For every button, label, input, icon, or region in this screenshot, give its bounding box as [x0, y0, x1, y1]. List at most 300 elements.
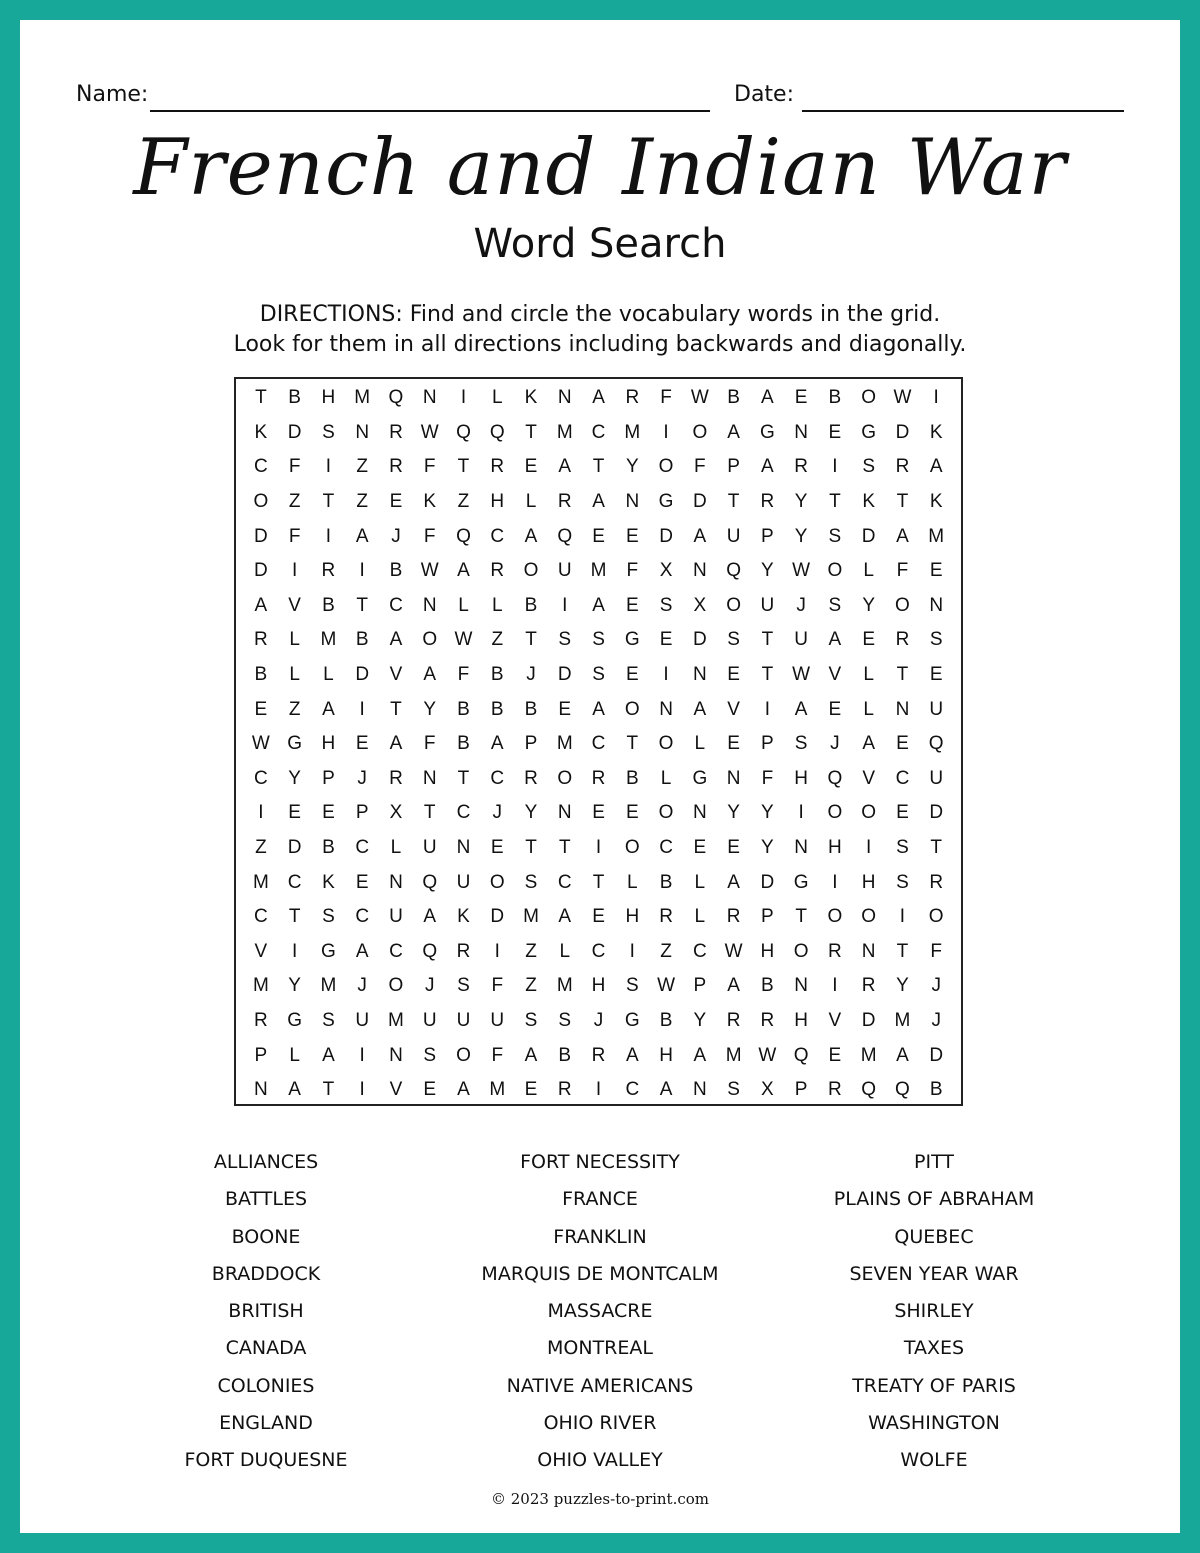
grid-cell[interactable]: Z — [660, 940, 672, 962]
grid-cell[interactable]: S — [592, 629, 605, 651]
grid-cell[interactable]: I — [325, 525, 332, 547]
grid-cell[interactable]: A — [896, 525, 909, 547]
grid-cell[interactable]: I — [359, 1044, 365, 1066]
grid-cell[interactable]: A — [389, 629, 403, 651]
grid-cell[interactable]: O — [827, 560, 843, 582]
grid-cell[interactable]: K — [929, 491, 943, 513]
grid-cell[interactable]: C — [389, 940, 403, 962]
grid-cell[interactable]: O — [793, 940, 809, 962]
grid-cell[interactable]: U — [929, 767, 944, 789]
grid-cell[interactable]: A — [862, 733, 875, 755]
grid-cell[interactable]: E — [862, 629, 875, 651]
grid-cell[interactable]: D — [254, 560, 268, 582]
grid-cell[interactable]: L — [694, 871, 706, 893]
grid-cell[interactable]: A — [457, 1079, 470, 1101]
grid-cell[interactable]: E — [254, 698, 268, 720]
grid-cell[interactable]: S — [625, 975, 639, 997]
grid-cell[interactable]: Q — [793, 1044, 809, 1066]
grid-cell[interactable]: E — [828, 698, 842, 720]
grid-cell[interactable]: B — [828, 387, 842, 409]
grid-cell[interactable]: I — [663, 664, 669, 686]
grid-cell[interactable]: A — [423, 664, 437, 686]
grid-cell[interactable]: D — [557, 664, 572, 686]
grid-cell[interactable]: S — [828, 594, 842, 616]
grid-cell[interactable]: S — [322, 1009, 335, 1031]
grid-cell[interactable]: V — [727, 698, 740, 720]
grid-cell[interactable]: C — [591, 733, 606, 755]
grid-cell[interactable]: Q — [489, 421, 505, 443]
grid-cell[interactable]: B — [322, 594, 335, 616]
grid-cell[interactable]: W — [454, 629, 473, 651]
grid-cell[interactable]: A — [355, 940, 369, 962]
grid-cell[interactable]: C — [254, 456, 268, 478]
grid-cell[interactable]: L — [289, 629, 300, 651]
grid-cell[interactable]: P — [322, 767, 335, 789]
grid-cell[interactable]: N — [422, 387, 437, 409]
grid-cell[interactable]: B — [761, 975, 774, 997]
grid-cell[interactable]: R — [591, 767, 606, 789]
grid-cell[interactable]: M — [388, 1009, 404, 1031]
grid-cell[interactable]: D — [287, 421, 302, 443]
grid-cell[interactable]: U — [456, 1009, 471, 1031]
grid-cell[interactable]: S — [558, 629, 572, 651]
grid-cell[interactable]: M — [354, 387, 371, 409]
grid-cell[interactable]: E — [490, 837, 504, 859]
grid-cell[interactable]: I — [292, 940, 298, 962]
grid-cell[interactable]: D — [692, 491, 707, 513]
grid-cell[interactable]: S — [524, 871, 538, 893]
grid-cell[interactable]: K — [322, 871, 335, 893]
grid-cell[interactable]: U — [726, 525, 741, 547]
grid-cell[interactable]: Y — [288, 767, 301, 789]
grid-cell[interactable]: C — [355, 837, 370, 859]
grid-cell[interactable]: N — [794, 421, 808, 443]
grid-cell[interactable]: X — [659, 560, 673, 582]
grid-cell[interactable]: D — [355, 664, 370, 686]
grid-cell[interactable]: F — [423, 525, 436, 547]
grid-cell[interactable]: I — [866, 837, 872, 859]
grid-cell[interactable]: V — [828, 664, 842, 686]
grid-cell[interactable]: A — [896, 1044, 909, 1066]
grid-cell[interactable]: E — [355, 871, 369, 893]
grid-cell[interactable]: E — [592, 802, 605, 824]
grid-cell[interactable]: H — [828, 837, 842, 859]
grid-cell[interactable]: E — [625, 802, 639, 824]
grid-cell[interactable]: A — [592, 387, 605, 409]
grid-cell[interactable]: C — [692, 940, 707, 962]
grid-cell[interactable]: T — [457, 456, 470, 478]
grid-cell[interactable]: I — [494, 940, 500, 962]
grid-cell[interactable]: Z — [525, 975, 537, 997]
grid-cell[interactable]: Y — [423, 698, 437, 720]
grid-cell[interactable]: R — [726, 906, 741, 928]
grid-cell[interactable]: G — [287, 733, 303, 755]
grid-cell[interactable]: P — [524, 733, 538, 755]
grid-cell[interactable]: P — [355, 802, 369, 824]
grid-cell[interactable]: A — [524, 1044, 538, 1066]
grid-cell[interactable]: N — [422, 767, 437, 789]
grid-cell[interactable]: B — [457, 698, 470, 720]
grid-cell[interactable]: S — [659, 594, 673, 616]
grid-cell[interactable]: L — [863, 698, 874, 720]
grid-cell[interactable]: F — [694, 456, 706, 478]
grid-cell[interactable]: I — [832, 871, 838, 893]
grid-cell[interactable]: J — [931, 975, 941, 997]
grid-cell[interactable]: H — [321, 733, 336, 755]
grid-cell[interactable]: R — [861, 975, 876, 997]
grid-cell[interactable]: U — [760, 594, 775, 616]
grid-cell[interactable]: R — [490, 456, 505, 478]
grid-cell[interactable]: J — [796, 594, 806, 616]
grid-cell[interactable]: H — [760, 940, 775, 962]
grid-cell[interactable]: A — [659, 1079, 673, 1101]
grid-cell[interactable]: T — [592, 456, 605, 478]
grid-cell[interactable]: L — [863, 664, 874, 686]
grid-cell[interactable]: V — [389, 664, 403, 686]
grid-cell[interactable]: C — [389, 594, 403, 616]
grid-cell[interactable]: A — [693, 525, 707, 547]
grid-cell[interactable]: O — [726, 594, 741, 616]
grid-cell[interactable]: E — [896, 733, 909, 755]
grid-cell[interactable]: Z — [288, 491, 301, 513]
grid-cell[interactable]: O — [928, 906, 944, 928]
grid-cell[interactable]: Y — [761, 560, 774, 582]
grid-cell[interactable]: R — [828, 940, 842, 962]
grid-cell[interactable]: S — [558, 1009, 572, 1031]
grid-cell[interactable]: O — [523, 560, 539, 582]
grid-cell[interactable]: K — [457, 906, 470, 928]
grid-cell[interactable]: R — [828, 1079, 842, 1101]
grid-cell[interactable]: S — [524, 1009, 538, 1031]
grid-cell[interactable]: A — [727, 421, 740, 443]
grid-cell[interactable]: E — [828, 1044, 842, 1066]
grid-cell[interactable]: W — [690, 387, 709, 409]
grid-cell[interactable]: G — [287, 1009, 303, 1031]
grid-cell[interactable]: S — [322, 421, 335, 443]
grid-cell[interactable]: U — [490, 1009, 505, 1031]
grid-cell[interactable]: O — [658, 733, 674, 755]
grid-cell[interactable]: E — [727, 837, 740, 859]
grid-cell[interactable]: S — [828, 525, 842, 547]
grid-cell[interactable]: E — [558, 698, 572, 720]
grid-cell[interactable]: N — [692, 1079, 707, 1101]
grid-cell[interactable]: C — [895, 767, 910, 789]
grid-cell[interactable]: H — [591, 975, 606, 997]
grid-cell[interactable]: P — [761, 525, 774, 547]
grid-cell[interactable]: Y — [524, 802, 538, 824]
grid-cell[interactable]: R — [794, 456, 808, 478]
grid-cell[interactable]: D — [692, 629, 707, 651]
date-field-line[interactable] — [802, 110, 1124, 112]
grid-cell[interactable]: M — [860, 1044, 877, 1066]
grid-cell[interactable]: E — [592, 906, 605, 928]
grid-cell[interactable]: O — [895, 594, 910, 616]
grid-cell[interactable]: I — [359, 560, 365, 582]
word-search-grid[interactable] — [234, 377, 963, 1106]
grid-cell[interactable]: R — [524, 767, 538, 789]
grid-cell[interactable]: Z — [457, 491, 470, 513]
grid-cell[interactable]: U — [929, 698, 944, 720]
grid-cell[interactable]: M — [556, 421, 573, 443]
grid-cell[interactable]: T — [761, 664, 774, 686]
grid-cell[interactable]: U — [557, 560, 572, 582]
grid-cell[interactable]: E — [727, 664, 740, 686]
grid-cell[interactable]: I — [663, 421, 669, 443]
grid-cell[interactable]: T — [626, 733, 639, 755]
grid-cell[interactable]: I — [595, 1079, 602, 1101]
grid-cell[interactable]: A — [727, 871, 740, 893]
grid-cell[interactable]: O — [658, 802, 674, 824]
grid-cell[interactable]: M — [252, 975, 269, 997]
grid-cell[interactable]: T — [356, 594, 368, 616]
grid-cell[interactable]: K — [524, 387, 538, 409]
grid-cell[interactable]: N — [355, 421, 370, 443]
grid-cell[interactable]: T — [727, 491, 740, 513]
grid-cell[interactable]: R — [254, 629, 268, 651]
grid-cell[interactable]: E — [828, 421, 842, 443]
grid-cell[interactable]: E — [322, 802, 335, 824]
grid-cell[interactable]: Z — [288, 698, 301, 720]
grid-cell[interactable]: A — [761, 456, 774, 478]
grid-cell[interactable]: B — [625, 767, 639, 789]
grid-cell[interactable]: Y — [288, 975, 301, 997]
grid-cell[interactable]: T — [322, 491, 335, 513]
grid-cell[interactable]: N — [659, 698, 673, 720]
grid-cell[interactable]: A — [322, 1044, 335, 1066]
grid-cell[interactable]: F — [660, 387, 672, 409]
grid-cell[interactable]: H — [861, 871, 876, 893]
grid-cell[interactable]: X — [761, 1079, 774, 1101]
grid-cell[interactable]: W — [792, 560, 811, 582]
grid-cell[interactable]: S — [592, 664, 605, 686]
grid-cell[interactable]: L — [694, 906, 706, 928]
grid-cell[interactable]: G — [692, 767, 708, 789]
grid-cell[interactable]: R — [895, 629, 910, 651]
grid-cell[interactable]: Z — [356, 456, 368, 478]
grid-cell[interactable]: S — [929, 629, 943, 651]
grid-cell[interactable]: T — [423, 802, 436, 824]
grid-cell[interactable]: I — [798, 802, 804, 824]
grid-cell[interactable]: B — [490, 698, 504, 720]
grid-cell[interactable]: H — [321, 387, 336, 409]
grid-cell[interactable]: A — [254, 594, 268, 616]
grid-cell[interactable]: Y — [693, 1009, 707, 1031]
grid-cell[interactable]: H — [794, 1009, 808, 1031]
grid-cell[interactable]: H — [490, 491, 505, 513]
grid-cell[interactable]: Q — [928, 733, 944, 755]
grid-cell[interactable]: B — [288, 387, 301, 409]
grid-cell[interactable]: X — [693, 594, 707, 616]
grid-cell[interactable]: M — [489, 1079, 506, 1101]
grid-cell[interactable]: C — [456, 802, 471, 824]
grid-cell[interactable]: E — [625, 594, 639, 616]
grid-cell[interactable]: W — [657, 975, 676, 997]
grid-cell[interactable]: C — [659, 837, 673, 859]
grid-cell[interactable]: A — [524, 525, 538, 547]
grid-cell[interactable]: M — [624, 421, 641, 443]
grid-cell[interactable]: G — [624, 1009, 640, 1031]
grid-cell[interactable]: N — [726, 767, 741, 789]
grid-cell[interactable]: G — [793, 871, 809, 893]
grid-cell[interactable]: E — [524, 1079, 538, 1101]
grid-cell[interactable]: M — [556, 733, 573, 755]
grid-cell[interactable]: A — [592, 698, 605, 720]
grid-cell[interactable]: I — [629, 940, 635, 962]
grid-cell[interactable]: J — [424, 975, 435, 997]
grid-cell[interactable]: B — [929, 1079, 943, 1101]
grid-cell[interactable]: O — [489, 871, 505, 893]
grid-cell[interactable]: R — [389, 767, 403, 789]
grid-cell[interactable]: E — [625, 664, 639, 686]
grid-cell[interactable]: E — [896, 802, 909, 824]
grid-cell[interactable]: Q — [388, 387, 404, 409]
grid-cell[interactable]: J — [391, 525, 401, 547]
grid-cell[interactable]: R — [557, 491, 572, 513]
grid-cell[interactable]: J — [526, 664, 536, 686]
grid-cell[interactable]: V — [389, 1079, 403, 1101]
grid-cell[interactable]: B — [727, 387, 740, 409]
grid-cell[interactable]: B — [524, 698, 538, 720]
grid-cell[interactable]: N — [692, 802, 707, 824]
grid-cell[interactable]: P — [794, 1079, 808, 1101]
grid-cell[interactable]: E — [794, 387, 808, 409]
grid-cell[interactable]: Z — [491, 629, 504, 651]
grid-cell[interactable]: L — [660, 767, 672, 789]
grid-cell[interactable]: F — [491, 1044, 504, 1066]
grid-cell[interactable]: S — [322, 906, 335, 928]
grid-cell[interactable]: Q — [827, 767, 843, 789]
grid-cell[interactable]: D — [861, 525, 876, 547]
grid-cell[interactable]: N — [389, 871, 403, 893]
grid-cell[interactable]: F — [423, 733, 436, 755]
grid-cell[interactable]: M — [725, 1044, 742, 1066]
grid-cell[interactable]: L — [863, 560, 874, 582]
grid-cell[interactable]: T — [457, 767, 470, 789]
grid-cell[interactable]: I — [325, 456, 332, 478]
grid-cell[interactable]: Q — [456, 525, 471, 547]
grid-cell[interactable]: U — [355, 1009, 370, 1031]
grid-cell[interactable]: A — [828, 629, 842, 651]
grid-cell[interactable]: Z — [356, 491, 368, 513]
grid-cell[interactable]: M — [252, 871, 269, 893]
grid-cell[interactable]: W — [420, 560, 439, 582]
grid-cell[interactable]: H — [794, 767, 808, 789]
grid-cell[interactable]: T — [761, 629, 774, 651]
grid-cell[interactable]: I — [764, 698, 770, 720]
grid-cell[interactable]: M — [590, 560, 607, 582]
grid-cell[interactable]: A — [389, 733, 403, 755]
grid-cell[interactable]: B — [457, 733, 470, 755]
grid-cell[interactable]: Q — [895, 1079, 910, 1101]
grid-cell[interactable]: B — [659, 1009, 673, 1031]
grid-cell[interactable]: W — [792, 664, 811, 686]
grid-cell[interactable]: M — [556, 975, 573, 997]
grid-cell[interactable]: I — [832, 975, 838, 997]
grid-cell[interactable]: O — [422, 629, 438, 651]
grid-cell[interactable]: S — [794, 733, 808, 755]
grid-cell[interactable]: R — [557, 1079, 572, 1101]
grid-cell[interactable]: T — [558, 837, 571, 859]
grid-cell[interactable]: S — [862, 456, 875, 478]
grid-cell[interactable]: C — [254, 767, 268, 789]
grid-cell[interactable]: X — [389, 802, 403, 824]
grid-cell[interactable]: J — [830, 733, 840, 755]
grid-cell[interactable]: H — [625, 906, 640, 928]
grid-cell[interactable]: N — [861, 940, 876, 962]
grid-cell[interactable]: R — [389, 456, 403, 478]
grid-cell[interactable]: B — [322, 837, 335, 859]
grid-cell[interactable]: E — [929, 664, 943, 686]
grid-cell[interactable]: S — [727, 629, 740, 651]
grid-cell[interactable]: A — [558, 456, 572, 478]
grid-cell[interactable]: R — [321, 560, 336, 582]
grid-cell[interactable]: G — [861, 421, 877, 443]
grid-cell[interactable]: N — [895, 698, 910, 720]
grid-cell[interactable]: C — [355, 906, 370, 928]
grid-cell[interactable]: O — [456, 1044, 471, 1066]
grid-cell[interactable]: R — [895, 456, 910, 478]
grid-cell[interactable]: S — [896, 837, 909, 859]
grid-cell[interactable]: D — [254, 525, 268, 547]
grid-cell[interactable]: O — [827, 906, 843, 928]
grid-cell[interactable]: T — [896, 491, 909, 513]
grid-cell[interactable]: O — [692, 421, 708, 443]
grid-cell[interactable]: L — [525, 491, 537, 513]
grid-cell[interactable]: L — [559, 940, 571, 962]
grid-cell[interactable]: F — [423, 456, 436, 478]
grid-cell[interactable]: D — [659, 525, 673, 547]
grid-cell[interactable]: A — [355, 525, 369, 547]
grid-cell[interactable]: E — [592, 525, 605, 547]
grid-cell[interactable]: R — [254, 1009, 268, 1031]
name-field-line[interactable] — [150, 110, 710, 112]
grid-cell[interactable]: N — [929, 594, 944, 616]
grid-cell[interactable]: K — [423, 491, 437, 513]
grid-cell[interactable]: Q — [422, 940, 438, 962]
grid-cell[interactable]: D — [929, 802, 944, 824]
grid-cell[interactable]: I — [359, 698, 365, 720]
grid-cell[interactable]: U — [422, 1009, 437, 1031]
grid-cell[interactable]: B — [490, 664, 504, 686]
grid-cell[interactable]: Y — [896, 975, 909, 997]
grid-cell[interactable]: C — [254, 906, 268, 928]
grid-cell[interactable]: G — [759, 421, 775, 443]
grid-cell[interactable]: N — [557, 802, 572, 824]
grid-cell[interactable]: G — [624, 629, 640, 651]
grid-cell[interactable]: B — [558, 1044, 572, 1066]
grid-cell[interactable]: M — [928, 525, 945, 547]
grid-cell[interactable]: A — [693, 1044, 707, 1066]
grid-cell[interactable]: F — [288, 456, 301, 478]
grid-cell[interactable]: S — [727, 1079, 740, 1101]
grid-cell[interactable]: Q — [456, 421, 471, 443]
grid-cell[interactable]: R — [659, 906, 673, 928]
grid-cell[interactable]: I — [832, 456, 838, 478]
grid-cell[interactable]: N — [692, 560, 707, 582]
grid-cell[interactable]: G — [321, 940, 336, 962]
grid-cell[interactable]: O — [388, 975, 404, 997]
grid-cell[interactable]: Y — [761, 802, 774, 824]
grid-cell[interactable]: T — [795, 906, 807, 928]
grid-cell[interactable]: Y — [794, 525, 808, 547]
grid-cell[interactable]: U — [794, 629, 808, 651]
grid-cell[interactable]: J — [593, 1009, 604, 1031]
grid-cell[interactable]: R — [726, 1009, 741, 1031]
grid-cell[interactable]: B — [355, 629, 369, 651]
grid-cell[interactable]: Z — [255, 837, 267, 859]
grid-cell[interactable]: E — [727, 733, 740, 755]
grid-cell[interactable]: U — [456, 871, 471, 893]
